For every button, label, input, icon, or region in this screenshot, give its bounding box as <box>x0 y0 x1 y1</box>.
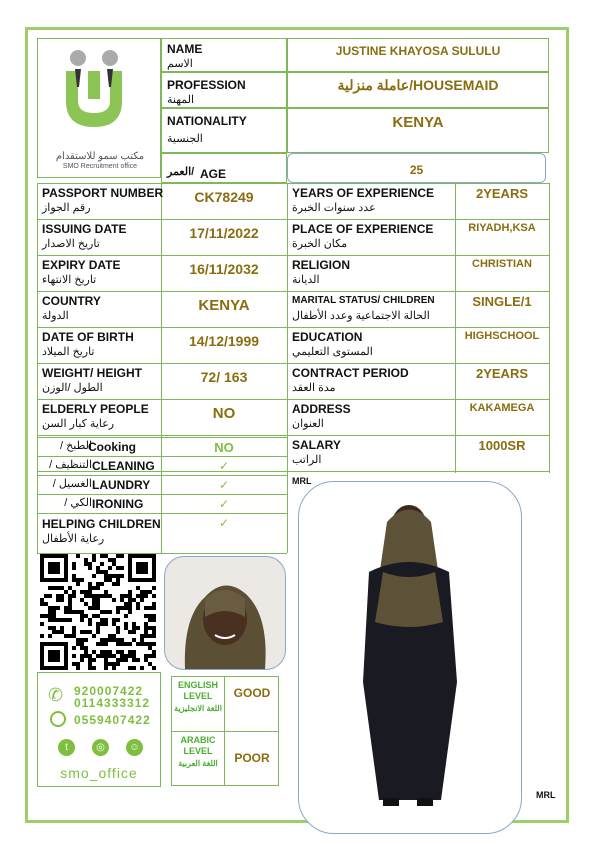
age-label-ar: العمر/ <box>167 166 195 178</box>
left-row-label-ar: تاريخ الميلاد <box>42 346 95 358</box>
right-row-label-ar: مكان الخبرة <box>292 238 348 250</box>
logo <box>37 38 161 178</box>
nationality-value: KENYA <box>392 114 444 131</box>
phone-2: 0114333312 <box>74 696 151 710</box>
left-row-value: KENYA <box>198 297 250 314</box>
mrl-top: MRL <box>292 476 312 486</box>
grid-left <box>37 183 38 553</box>
grid-row-line <box>37 291 549 292</box>
right-row-label-ar: مدة العقد <box>292 382 336 394</box>
logo-arabic: مكتب سمو للاستقدام <box>55 151 145 162</box>
right-row-label-ar: عدد سنوات الخبرة <box>292 202 376 214</box>
instagram-icon: ◎ <box>92 739 109 756</box>
nationality-label: NATIONALITY <box>167 114 247 128</box>
profession-label-cell <box>161 72 287 108</box>
skill-label: HELPING CHILDREN <box>42 517 161 531</box>
portrait-image-icon <box>165 557 285 669</box>
name-label: NAME <box>167 42 203 56</box>
skill-value: ✓ <box>218 459 230 473</box>
left-row-label-ar: الطول /الوزن <box>42 382 103 394</box>
grid-row-line <box>37 399 549 400</box>
logo-mark-icon <box>38 39 162 149</box>
qr-code-icon <box>40 554 156 670</box>
left-row-label-ar: تاريخ الاصدار <box>42 238 100 250</box>
skill-label-ar: الغسيل / <box>52 478 92 490</box>
skill-label-ar: الكي / <box>64 497 92 509</box>
left-row-label: PASSPORT NUMBER <box>42 186 164 200</box>
right-row-label-ar: المستوى التعليمي <box>292 346 373 358</box>
left-row-label-ar: تاريخ الانتهاء <box>42 274 97 286</box>
skills-row-line <box>37 475 287 476</box>
language-level: POOR <box>234 751 270 765</box>
grid-row-line <box>37 219 549 220</box>
left-row-value: 14/12/1999 <box>188 333 260 349</box>
right-row-label: EDUCATION <box>292 330 363 344</box>
left-row-label-ar: رقم الجواز <box>42 202 91 214</box>
right-row-value: 1000SR <box>478 438 526 453</box>
skill-label: LAUNDRY <box>92 478 151 492</box>
language-name: ARABIC LEVEL <box>180 735 216 756</box>
grid-row-line <box>37 327 549 328</box>
skills-divider <box>287 437 288 553</box>
skill-label-ar: رعاية الأطفال <box>42 533 105 545</box>
right-row-value: RIYADH,KSA <box>468 222 536 234</box>
profession-value: عاملة منزلية/HOUSEMAID <box>337 77 499 93</box>
skills-row-line <box>37 494 287 495</box>
social-handle: smo_office <box>60 765 138 781</box>
phone-1: 920007422 <box>74 684 144 698</box>
right-row-value: SINGLE/1 <box>472 294 532 309</box>
age-label: AGE <box>200 167 227 181</box>
left-row-label: ISSUING DATE <box>42 222 127 236</box>
snapchat-icon: ☺ <box>126 739 143 756</box>
skill-label: Cooking <box>88 440 136 454</box>
grid-row-line <box>37 183 549 184</box>
portrait-photo <box>164 556 286 670</box>
right-row-label: RELIGION <box>292 258 351 272</box>
language-name: ENGLISH LEVEL <box>177 680 218 701</box>
phone-icon: ✆ <box>48 685 64 705</box>
language-name-ar: اللغة العربية <box>178 759 218 768</box>
age-value-cell <box>287 153 546 183</box>
age-label-cell <box>161 153 287 183</box>
left-row-value: 17/11/2022 <box>189 225 259 241</box>
skill-value: NO <box>214 440 234 455</box>
skill-value: ✓ <box>218 516 230 530</box>
right-row-value: 2YEARS <box>475 186 529 201</box>
nationality-value-cell <box>287 108 549 153</box>
name-label-ar: الاسم <box>167 58 193 70</box>
skills-row-line <box>37 513 287 514</box>
skill-label: CLEANING <box>92 459 155 473</box>
right-row-label-ar: الراتب <box>292 454 322 466</box>
qr-code <box>40 554 156 670</box>
left-row-value: CK78249 <box>194 189 254 205</box>
right-row-label: SALARY <box>292 438 341 452</box>
nationality-label-ar: الجنسية <box>167 133 203 145</box>
right-row-value: KAKAMEGA <box>469 402 535 414</box>
right-row-value: 2YEARS <box>475 366 529 381</box>
right-row-label: MARITAL STATUS/ CHILDREN <box>292 295 435 306</box>
grid-row-line <box>37 363 549 364</box>
right-row-label: YEARS OF EXPERIENCE <box>292 186 435 200</box>
mrl-bottom: MRL <box>536 790 556 800</box>
name-value-cell <box>287 38 549 72</box>
name-label-cell <box>161 38 287 72</box>
profession-label-ar: المهنة <box>167 94 195 106</box>
right-row-label-ar: العنوان <box>292 418 324 430</box>
language-level: GOOD <box>233 686 271 700</box>
logo-english: SMO Recruitment office <box>62 163 138 170</box>
age-value: 25 <box>409 163 424 177</box>
right-row-label-ar: الحالة الاجتماعية وعدد الأطفال <box>292 310 430 322</box>
left-row-label-ar: الدولة <box>42 310 69 322</box>
grid-row-line <box>37 255 549 256</box>
skill-value: ✓ <box>218 478 230 492</box>
name-value: JUSTINE KHAYOSA SULULU <box>335 44 501 58</box>
left-row-label: DATE OF BIRTH <box>42 330 134 344</box>
whatsapp-icon <box>50 711 66 727</box>
left-row-label: EXPIRY DATE <box>42 258 121 272</box>
right-row-value: CHRISTIAN <box>472 258 532 270</box>
grid-mid2 <box>287 183 288 473</box>
profession-label: PROFESSION <box>167 78 246 92</box>
skills-row-line <box>37 456 287 457</box>
full-body-photo <box>298 481 522 834</box>
right-row-label: PLACE OF EXPERIENCE <box>292 222 434 236</box>
left-row-label: COUNTRY <box>42 294 101 308</box>
skill-value: ✓ <box>218 497 230 511</box>
language-name-ar: اللغة الانجليزية <box>174 704 222 713</box>
left-row-value: 16/11/2032 <box>189 261 259 277</box>
right-row-label: ADDRESS <box>292 402 351 416</box>
nationality-label-cell <box>161 108 287 153</box>
language-divider <box>171 731 279 732</box>
skill-label-ar: التنظيف / <box>49 459 92 471</box>
left-row-value: NO <box>212 405 236 422</box>
left-row-value: 72/ 163 <box>200 369 248 385</box>
full-body-image-icon <box>299 482 521 833</box>
grid-right <box>549 183 550 473</box>
left-row-label: ELDERLY PEOPLE <box>42 402 149 416</box>
grid-row-line <box>37 435 549 436</box>
right-row-label-ar: الديانة <box>292 274 320 286</box>
contact-panel <box>37 672 161 787</box>
left-row-label-ar: رعاية كبار السن <box>42 418 115 430</box>
twitter-icon: t <box>58 739 75 756</box>
whatsapp-number: 0559407422 <box>74 713 151 727</box>
skills-row-line <box>37 437 287 438</box>
profession-value-cell <box>287 72 549 108</box>
skill-label: IRONING <box>92 497 144 511</box>
right-row-label: CONTRACT PERIOD <box>292 366 409 380</box>
skill-label-ar: الطبخ / <box>60 440 92 452</box>
right-row-value: HIGHSCHOOL <box>464 330 540 342</box>
left-row-label: WEIGHT/ HEIGHT <box>42 366 142 380</box>
